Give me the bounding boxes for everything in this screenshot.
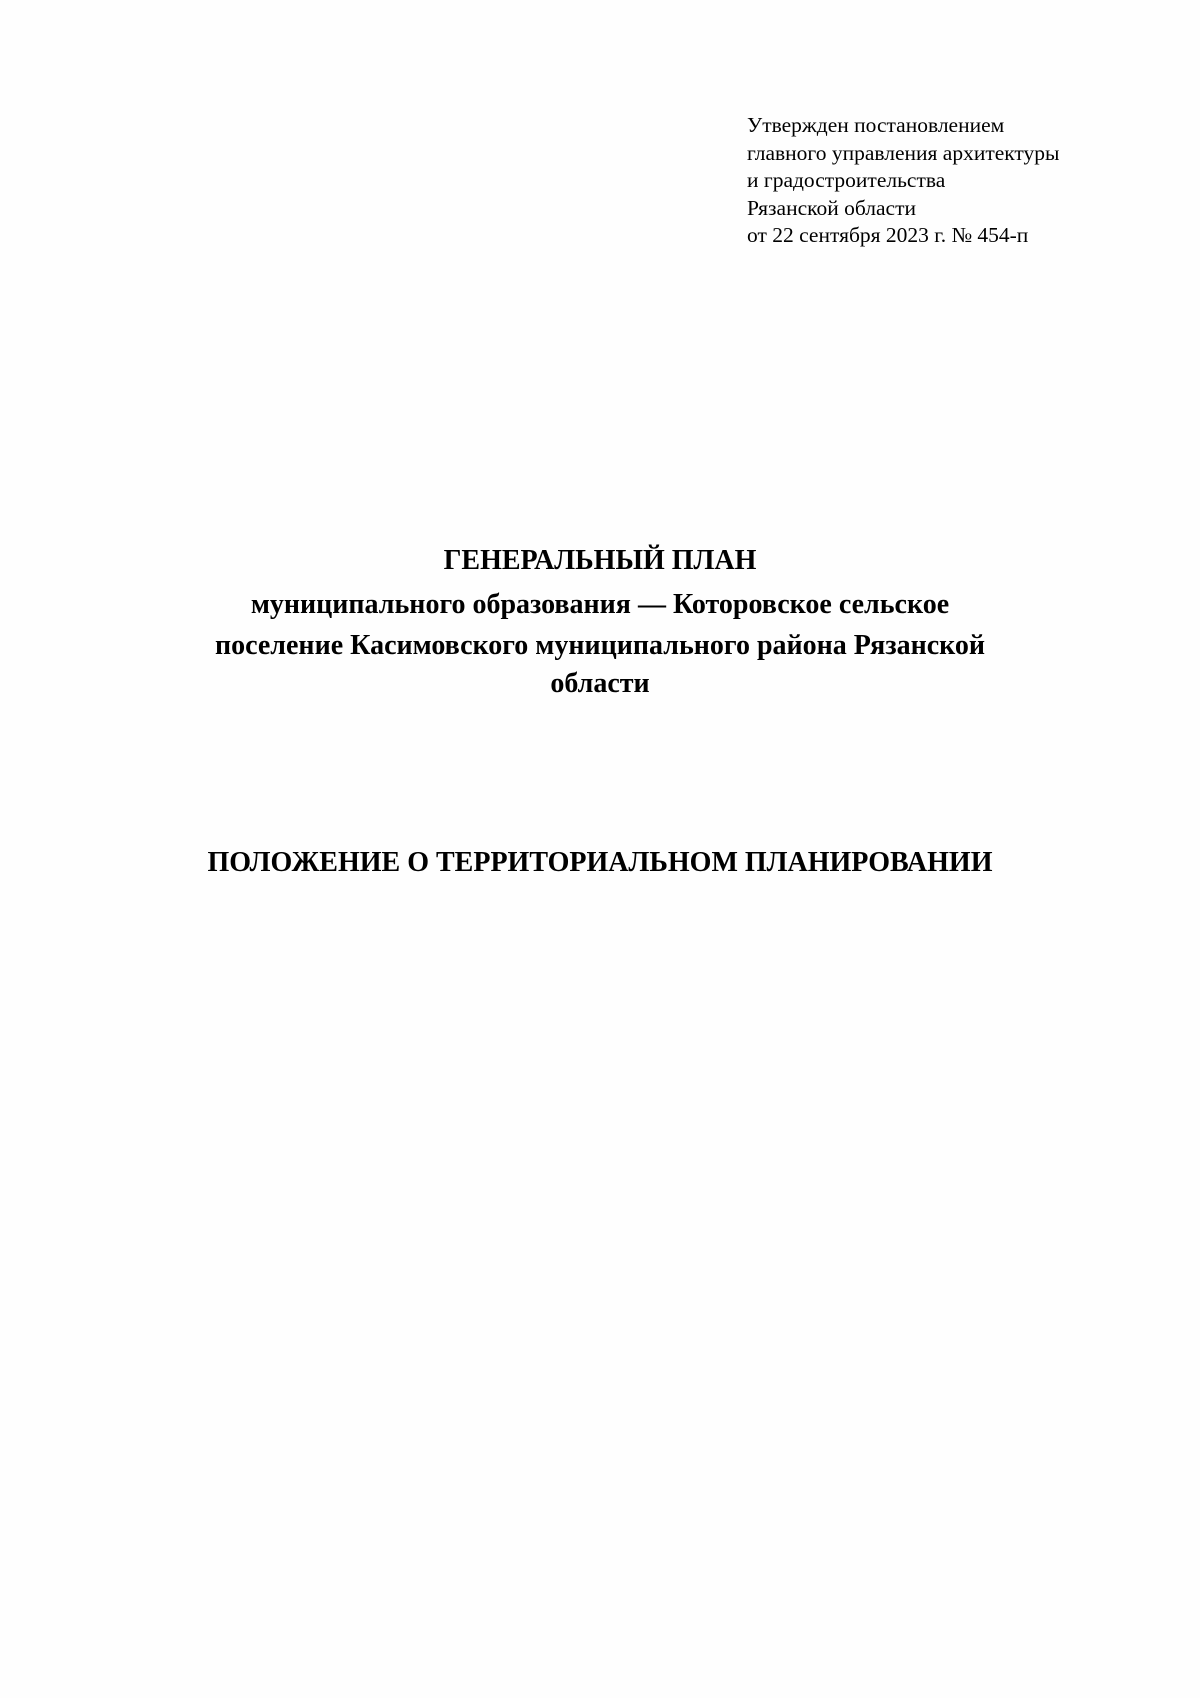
document-subtitle-line: муниципального образования — Которовское сельское bbox=[250, 589, 950, 620]
approval-line: Утвержден постановлением bbox=[747, 113, 1005, 137]
approval-date-number: от 22 сентября 2023 г. № 454-п bbox=[747, 223, 1029, 247]
document-subtitle-line: поселение Касимовского муниципального района Рязанской bbox=[214, 630, 986, 661]
document-title: ГЕНЕРАЛЬНЫЙ ПЛАН bbox=[443, 545, 757, 576]
approval-line: Рязанской области bbox=[747, 195, 916, 220]
approval-line: главного управления архитектуры bbox=[747, 140, 1060, 165]
approval-stamp bbox=[747, 112, 1147, 250]
document-title-block bbox=[100, 540, 1100, 702]
approval-line: и градостроительства bbox=[747, 168, 946, 192]
document-subtitle-line: области bbox=[550, 668, 650, 699]
section-title: ПОЛОЖЕНИЕ О ТЕРРИТОРИАЛЬНОМ ПЛАНИРОВАНИИ bbox=[207, 847, 993, 878]
